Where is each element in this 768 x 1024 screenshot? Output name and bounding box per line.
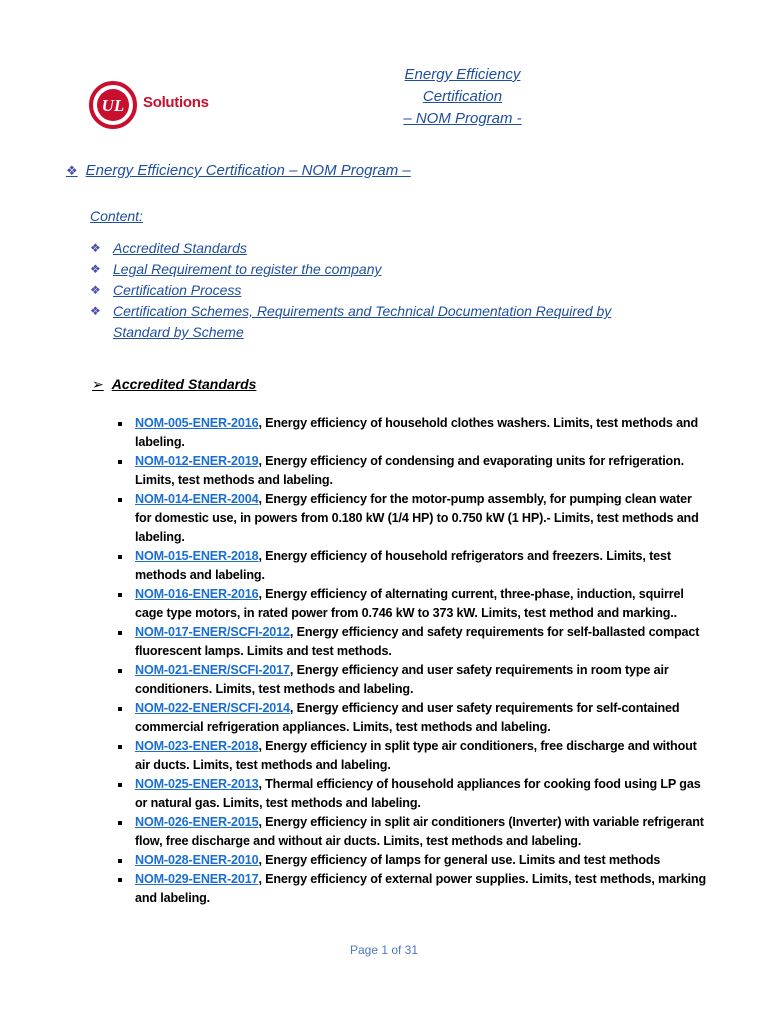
- square-bullet-icon: [118, 745, 122, 749]
- toc-item[interactable]: [90, 259, 650, 280]
- square-bullet-icon: [118, 669, 122, 673]
- standard-item: [118, 661, 706, 699]
- standard-item: [118, 737, 706, 775]
- standard-code-link[interactable]: NOM-014-ENER-2004: [135, 492, 259, 506]
- standard-item: [118, 870, 706, 908]
- accredited-standards-heading: [92, 376, 256, 393]
- standard-code-link[interactable]: NOM-028-ENER-2010: [135, 853, 259, 867]
- diamond-bullet-icon: ❖: [90, 283, 101, 297]
- standard-code-link[interactable]: NOM-025-ENER-2013: [135, 777, 259, 791]
- toc-link[interactable]: Accredited Standards: [113, 240, 247, 256]
- square-bullet-icon: [118, 859, 122, 863]
- ul-logo-mark-icon: [87, 80, 143, 130]
- standard-description: , Energy efficiency and user safety requirements for self-contained commercial refrigeration appliances. Limits, test methods and labeling.: [135, 701, 680, 734]
- standard-code-link[interactable]: NOM-015-ENER-2018: [135, 549, 259, 563]
- square-bullet-icon: [118, 555, 122, 559]
- diamond-bullet-icon: ❖: [90, 304, 101, 318]
- square-bullet-icon: [118, 821, 122, 825]
- standard-item: [118, 452, 706, 490]
- accredited-standards-heading-text: Accredited Standards: [111, 376, 257, 392]
- document-title: [330, 64, 595, 130]
- standard-code-link[interactable]: NOM-023-ENER-2018: [135, 739, 259, 753]
- standard-item: [118, 490, 706, 547]
- square-bullet-icon: [118, 460, 122, 464]
- standards-list: [118, 414, 706, 908]
- diamond-bullet-icon: ❖: [66, 163, 78, 178]
- standard-description: , Energy efficiency of external power supplies. Limits, test methods, marking and labeling.: [135, 872, 706, 905]
- toc-link[interactable]: Legal Requirement to register the company: [113, 261, 382, 277]
- standard-description: , Energy efficiency for the motor-pump assembly, for pumping clean water for domestic use, in powers from 0.180 kW (1/4 HP) to 0.750 kW (1 HP).- Limits, test methods and labeling.: [135, 492, 699, 544]
- section-heading-text[interactable]: Energy Efficiency Certification – NOM Program –: [85, 162, 411, 179]
- standard-description: , Energy efficiency and safety requirements for self-ballasted compact fluorescent lamps. Limits and test methods.: [135, 625, 700, 658]
- ul-logo-mark-text: UL: [101, 96, 125, 115]
- square-bullet-icon: [118, 593, 122, 597]
- toc-item[interactable]: [90, 238, 650, 259]
- standard-item: [118, 623, 706, 661]
- standard-description: , Energy efficiency of condensing and evaporating units for refrigeration. Limits, test methods and labeling.: [135, 454, 684, 487]
- diamond-bullet-icon: ❖: [90, 241, 101, 255]
- section-heading[interactable]: [66, 162, 411, 179]
- standard-code-link[interactable]: NOM-021-ENER/SCFI-2017: [135, 663, 290, 677]
- standard-description: , Energy efficiency of lamps for general use. Limits and test methods: [258, 853, 661, 867]
- square-bullet-icon: [118, 878, 122, 882]
- standard-code-link[interactable]: NOM-026-ENER-2015: [135, 815, 259, 829]
- standard-description: , Energy efficiency of household clothes washers. Limits, test methods and labeling.: [135, 416, 699, 449]
- arrow-bullet-icon: ➢: [92, 376, 104, 392]
- standard-code-link[interactable]: NOM-029-ENER-2017: [135, 872, 259, 886]
- standard-description: , Energy efficiency in split type air conditioners, free discharge and without air ducts. Limits, test methods and labeling.: [135, 739, 697, 772]
- table-of-contents: [90, 238, 650, 343]
- toc-item[interactable]: [90, 301, 650, 343]
- standard-description: , Energy efficiency of alternating current, three-phase, induction, squirrel cage type motors, in rated power from 0.746 kW to 373 kW. Limits, test method and marking..: [135, 587, 684, 620]
- toc-link[interactable]: Certification Process: [113, 282, 242, 298]
- standard-item: [118, 775, 706, 813]
- standard-description: , Energy efficiency and user safety requirements in room type air conditioners. Limits, test methods and labeling.: [135, 663, 669, 696]
- standard-code-link[interactable]: NOM-022-ENER/SCFI-2014: [135, 701, 290, 715]
- standard-item: [118, 547, 706, 585]
- content-label: Content:: [90, 208, 143, 224]
- square-bullet-icon: [118, 707, 122, 711]
- square-bullet-icon: [118, 783, 122, 787]
- standard-item: [118, 851, 706, 870]
- standard-item: [118, 414, 706, 452]
- page-number: Page 1 of 31: [349, 943, 419, 957]
- square-bullet-icon: [118, 631, 122, 635]
- title-line-2: Certification: [422, 88, 503, 105]
- standard-description: , Thermal efficiency of household appliances for cooking food using LP gas or natural gas. Limits, test methods and labeling.: [135, 777, 701, 810]
- standard-item: [118, 699, 706, 737]
- standard-item: [118, 813, 706, 851]
- standard-code-link[interactable]: NOM-005-ENER-2016: [135, 416, 259, 430]
- standard-description: , Energy efficiency of household refrigerators and freezers. Limits, test methods and labeling.: [135, 549, 671, 582]
- brand-name: Solutions: [143, 94, 209, 111]
- standard-code-link[interactable]: NOM-016-ENER-2016: [135, 587, 259, 601]
- standard-code-link[interactable]: NOM-017-ENER/SCFI-2012: [135, 625, 290, 639]
- title-line-3: – NOM Program -: [403, 110, 522, 127]
- standard-item: [118, 585, 706, 623]
- diamond-bullet-icon: ❖: [90, 262, 101, 276]
- standard-description: , Energy efficiency in split air conditioners (Inverter) with variable refrigerant flow, free discharge and without air ducts. Limits, test methods and labeling.: [135, 815, 704, 848]
- toc-link[interactable]: Certification Schemes, Requirements and Technical Documentation Required by Standard by Scheme: [113, 303, 612, 340]
- title-line-1: Energy Efficiency: [404, 66, 521, 83]
- square-bullet-icon: [118, 498, 122, 502]
- square-bullet-icon: [118, 422, 122, 426]
- standard-code-link[interactable]: NOM-012-ENER-2019: [135, 454, 259, 468]
- toc-item[interactable]: [90, 280, 650, 301]
